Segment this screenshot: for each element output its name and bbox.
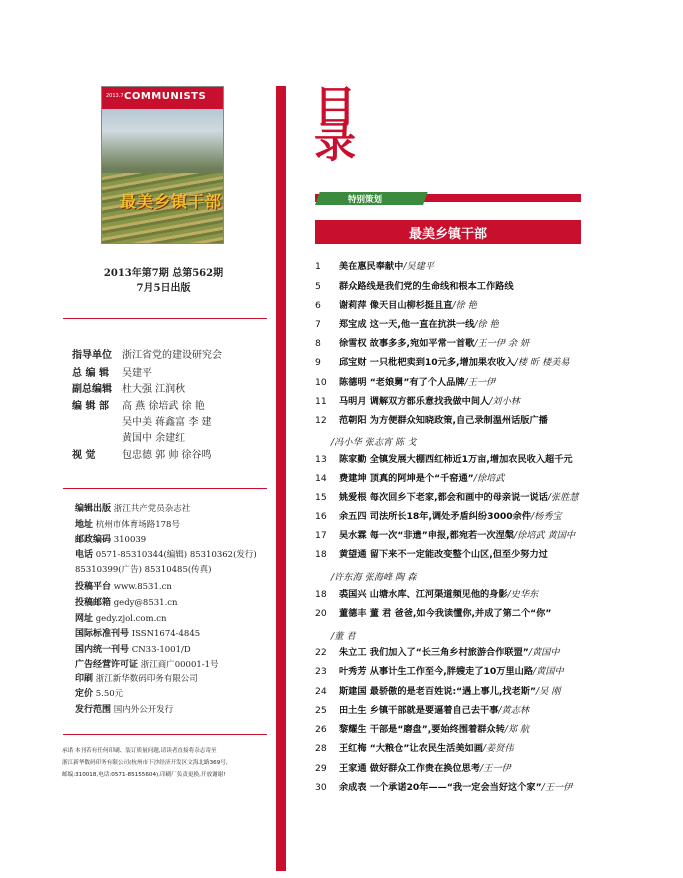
publication-row [75,504,190,515]
toc-title: 黄望通 留下来不一定能改变整个山区,但至少努力过 [339,549,548,560]
toc-page-number: 1 [315,261,321,272]
toc-page-number: 14 [315,473,327,484]
toc-author: /黄国中 [528,647,560,658]
publication-label: 电话 [75,550,94,560]
publication-label: 编辑出版 [75,504,112,514]
toc-entry [315,300,477,312]
toc-title: 董德丰 董 君 爸爸,如今我读懂你,并成了第二个“你” [339,608,552,619]
toc-entry [315,608,551,620]
staff-label: 指导单位 [72,350,112,361]
toc-page-number: 18 [315,589,327,600]
toc-entry [315,492,579,504]
publication-value: 310039 [113,535,147,545]
special-label: 特别策划 [348,195,383,205]
toc-title: 费建坤 顶真的阿坤是个“千窑通” [339,473,474,484]
toc-entry [315,782,572,794]
toc-title: 黎耀生 干部是“磨盘”,要始终围着群众转 [339,724,505,735]
toc-author: /王一伊 余 妍 [474,338,530,349]
staff-row [72,346,222,361]
toc-title: 范朝阳 为方便群众知晓政策,自己录制温州话版广播 [339,415,548,426]
toc-title: 郑宝成 这一天,他一直在抗洪一线 [339,319,475,330]
toc-title: 田土生 乡镇干部就是要逼着自己去干事 [339,705,499,716]
staff-value: 包忠德 郭 帅 徐谷鸣 [122,450,212,461]
publication-label: 广告经营许可证 [75,660,139,670]
publication-label: 网址 [75,614,94,624]
publication-row [75,598,178,609]
toc-title: 吴水霖 每一次“非遗”申报,都宛若一次涅槃 [339,530,514,541]
toc-page-number: 16 [315,511,327,522]
toc-entry [315,724,529,736]
notice-line: 承诺 本刊若有任何印刷、装订质量问题,请读者直接将杂志寄至 [62,748,217,754]
notice-line: 邮编:310018,电话:0571-85155604),印刷厂负责更换,开放谢谢! [62,772,226,778]
staff-row [72,446,212,461]
quality-notice [62,745,272,781]
toc-author: /王一伊 [541,782,573,793]
toc-title: 徐雪权 故事多多,宛如平常一首歌 [339,338,475,349]
toc-page-number: 18 [315,549,327,560]
toc-page-number: 22 [315,647,327,658]
toc-title: 邱宝财 一只枇杷卖到10元多,增加果农收入 [339,357,515,368]
toc-author: /史华东 [507,589,539,600]
publication-row [75,689,123,700]
toc-author: /郑 航 [504,724,530,735]
toc-title: 朱立工 我们加入了“长三角乡村旅游合作联盟” [339,647,529,658]
toc-title: 马明月 调解双方都乐意找我做中间人 [339,396,490,407]
toc-entry [315,705,529,717]
publication-value: 85310399(广告) 85310485(传真) [75,565,212,575]
publication-row [75,629,200,640]
publication-row [75,550,257,561]
toc-page-number: 9 [315,357,321,368]
toc-entry [315,261,434,273]
toc-entry [315,338,529,350]
cover-title: 最美乡镇干部 [120,192,223,211]
toc-author: /徐 艳 [474,319,499,330]
divider [63,734,267,735]
toc-title: 陈家勤 全镇发展大棚西红柿近1万亩,增加农民收入超千元 [339,454,573,465]
publication-row [75,705,173,716]
toc-page-number: 28 [315,743,327,754]
toc-entry [315,377,495,389]
toc-page-number: 25 [315,705,327,716]
toc-author: /吴 刚 [536,686,561,697]
publication-row [75,520,180,531]
divider [63,488,267,489]
toc-page-number: 12 [315,415,327,426]
publication-value: 浙江新华数码印务有限公司 [95,674,198,684]
toc-author: /徐 艳 [452,300,477,311]
staff-label: 视 觉 [72,450,96,461]
toc-author-continuation: /冯小华 张志宵 陈 戈 [331,437,417,448]
publication-label: 印刷 [75,674,94,684]
staff-label: 编 辑 部 [72,401,109,412]
toc-page-number: 10 [315,377,327,388]
publication-value: 浙江商广00001-1号 [140,660,219,670]
toc-entry [315,530,575,542]
publication-row [75,614,167,625]
publication-row [75,582,172,593]
toc-entry [315,473,504,485]
toc-title: 姚爱根 每次回乡下老家,都会和画中的母亲说一说话 [339,492,548,503]
toc-author: /徐培武 黄国中 [513,530,576,541]
publication-label: 投稿邮箱 [75,598,112,608]
toc-author: /王一伊 [464,377,496,388]
publication-label: 国际标准刊号 [75,629,130,639]
toc-author: /吴建平 [403,261,434,272]
publication-label: 投稿平台 [75,582,112,592]
publication-value: 浙江共产党员杂志社 [113,504,191,514]
divider [63,318,267,319]
staff-value: 高 燕 徐培武 徐 艳 [122,401,205,412]
toc-title: 王红梅 “大粮仓”让农民生活美如画 [339,743,483,754]
staff-value: 浙江省党的建设研究会 [122,350,222,361]
toc-title: 王家通 做好群众工作贵在换位思考 [339,763,481,774]
publication-row [75,645,191,656]
toc-title: 陈德明 “老娘舅”有了个人品牌 [339,377,465,388]
staff-value: 吴建平 [122,368,152,379]
toc-author-continuation: /许东海 张海峰 陶 森 [331,572,417,583]
toc-page-number: 29 [315,763,327,774]
publication-value: www.8531.cn [113,582,172,592]
issue-date: 7月5日出版 [136,283,191,294]
toc-author-continuation: /董 君 [331,631,356,642]
toc-author: /黄国中 [533,666,564,677]
toc-title: 裘国兴 山塘水库、江河渠道频见他的身影 [339,589,508,600]
publication-value: 5.50元 [95,689,124,699]
toc-page-number: 30 [315,782,327,793]
toc-title: 谢莉萍 像天目山柳杉挺且直 [339,300,453,311]
toc-page-number: 15 [315,492,327,503]
publication-value: 杭州市体育场路178号 [95,520,180,530]
toc-entry [315,319,499,331]
publication-value: CN33-1001/D [131,645,191,655]
staff-label: 总 编 辑 [72,368,109,379]
notice-line: 浙江新华数码印务有限公司(杭州市下沙经济开发区文海北路369号, [62,760,228,766]
toc-page-number: 17 [315,530,327,541]
toc-title: 斯建国 最骄傲的是老百姓说:“遇上事儿,找老斯” [339,686,537,697]
publication-value: gedy.zjol.com.cn [95,614,167,624]
publication-value: 0571-85310344(编辑) 85310362(发行) [95,550,257,560]
toc-entry [315,415,548,427]
heading-char-1: 目 [314,82,357,131]
toc-entry [315,763,511,775]
publication-row [75,674,198,685]
staff-row [72,397,205,412]
staff-value: 杜大强 江润秋 [122,384,186,395]
toc-entry [315,454,573,466]
publication-label: 发行范围 [75,705,112,715]
toc-author: /楼 昕 楼美易 [514,357,570,368]
toc-entry [315,686,560,698]
toc-author: /姜贤伟 [482,743,514,754]
toc-author: /黄志林 [498,705,530,716]
toc-page-number: 26 [315,724,327,735]
toc-title: 群众路线是我们党的生命线和根本工作路线 [339,281,514,292]
toc-entry [315,396,520,408]
toc-author: /张胜慧 [547,492,579,503]
toc-author: /杨秀宝 [531,511,562,522]
toc-entry [315,666,564,678]
toc-entry [315,357,570,369]
publication-value: 国内外公开发行 [113,705,174,715]
toc-author: /王一伊 [480,763,511,774]
toc-page-number: 5 [315,281,321,292]
toc-page-number: 13 [315,454,327,465]
cover-issue: 2013.7 [106,93,124,99]
toc-page-number: 6 [315,300,321,311]
cover-logo: COMMUNISTS [124,91,207,102]
staff-value: 吴中美 蒋鑫富 李 建 [122,417,212,428]
publication-label: 地址 [75,520,94,530]
toc-author: /徐培武 [473,473,505,484]
issue-number: 2013年第7期 总第562期 [103,268,224,279]
publication-label: 定价 [75,689,94,699]
toc-page-number: 20 [315,608,327,619]
toc-page-number: 23 [315,666,327,677]
toc-title: 余成表 一个承诺20年——“我一定会当好这个家” [339,782,542,793]
publication-value: ISSN1674-4845 [131,629,201,639]
toc-entry [315,549,548,561]
section-title: 最美乡镇干部 [408,227,487,242]
publication-row [75,535,146,546]
toc-page-number: 24 [315,686,327,697]
toc-entry [315,281,514,293]
staff-value: 黄国中 余建红 [122,433,186,444]
red-vertical-bar [276,86,286,871]
toc-author: /刘小林 [489,396,520,407]
toc-entry [315,743,514,755]
cover-image [101,86,224,244]
toc-page-number: 11 [315,396,327,407]
toc-page-number: 8 [315,338,321,349]
staff-label: 副总编辑 [72,384,112,395]
toc-title: 美在惠民奉献中 [339,261,404,272]
publication-row [75,565,212,576]
publication-row [75,660,219,671]
publication-label: 国内统一刊号 [75,645,130,655]
publication-value: gedy@8531.cn [113,598,178,608]
toc-title: 余五四 司法所长18年,调处矛盾纠纷3000余件 [339,511,532,522]
staff-row [72,364,152,379]
toc-entry [315,647,560,659]
toc-entry [315,589,538,601]
heading-char-2: 录 [314,118,357,167]
toc-title: 叶秀芳 从事计生工作至今,胖嫂走了10万里山路 [339,666,534,677]
staff-row [72,380,186,395]
toc-entry [315,511,562,523]
toc-page-number: 7 [315,319,321,330]
publication-label: 邮政编码 [75,535,112,545]
